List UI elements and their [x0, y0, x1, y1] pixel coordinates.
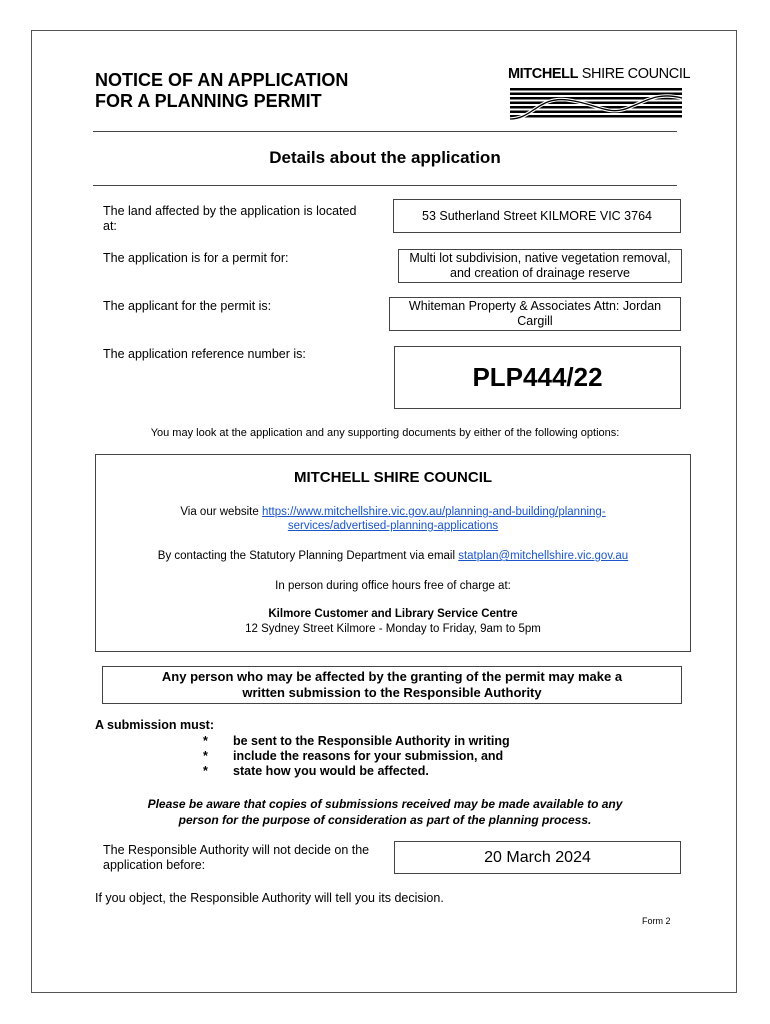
bullet-text: be sent to the Responsible Authority in writing — [233, 734, 510, 748]
page-title — [95, 70, 348, 112]
bullet-text: state how you would be affected. — [233, 764, 429, 778]
privacy-notice — [93, 796, 677, 828]
centre-address: 12 Sydney Street Kilmore - Monday to Friday, 9am to 5pm — [245, 623, 541, 635]
notice-line-2: written submission to the Responsible Authority — [242, 685, 542, 700]
decide-date: 20 March 2024 — [484, 849, 591, 866]
land-label: The land affected by the application is located at: — [103, 204, 357, 233]
council-logo — [508, 66, 691, 122]
website-line — [96, 505, 690, 519]
list-item — [203, 734, 510, 749]
ref-value-box — [394, 346, 681, 409]
website-link-cont[interactable]: services/advertised-planning-applications — [287, 520, 499, 532]
title-line-2: FOR A PLANNING PERMIT — [95, 91, 322, 111]
bullet-symbol: * — [203, 734, 208, 748]
details-heading: Details about the application — [269, 148, 501, 167]
form-label: Form 2 — [642, 916, 671, 926]
privacy-line-2: person for the purpose of consideration as part of the planning process. — [178, 813, 592, 827]
bullet-symbol: * — [203, 764, 208, 778]
council-title: MITCHELL SHIRE COUNCIL — [293, 469, 493, 486]
ref-value: PLP444/22 — [472, 362, 603, 392]
header-divider — [93, 131, 677, 132]
applicant-label: The applicant for the permit is: — [103, 299, 272, 313]
email-line — [96, 549, 690, 563]
permit-value-box — [398, 249, 682, 283]
list-item — [203, 764, 429, 779]
bullet-symbol: * — [203, 749, 208, 763]
submission-heading: A submission must: — [95, 718, 214, 732]
decide-label: The Responsible Authority will not decide on the application before: — [103, 843, 370, 872]
email-prefix: By contacting the Statutory Planning Department via email — [157, 550, 459, 562]
ref-label: The application reference number is: — [103, 347, 306, 361]
details-divider — [93, 185, 677, 186]
decide-date-box — [394, 841, 681, 874]
logo-text — [508, 66, 691, 83]
logo-text-bold: MITCHELL — [508, 66, 579, 82]
council-options-box — [95, 454, 691, 652]
website-prefix: Via our website — [180, 506, 262, 518]
land-value-box — [393, 199, 681, 233]
notice-line-1: Any person who may be affected by the granting of the permit may make a — [161, 669, 623, 684]
email-link[interactable]: statplan@mitchellshire.vic.gov.au — [458, 550, 629, 562]
privacy-line-1: Please be aware that copies of submissions received may be made available to any — [147, 797, 623, 811]
logo-text-rest: SHIRE COUNCIL — [578, 66, 691, 82]
list-item — [203, 749, 503, 764]
website-link[interactable]: https://www.mitchellshire.vic.gov.au/planning-and-building/planning- — [261, 506, 606, 518]
in-person-line: In person during office hours free of charge at: — [275, 580, 511, 592]
logo-wave-icon — [508, 86, 685, 122]
title-line-1: NOTICE OF AN APPLICATION — [95, 70, 349, 90]
object-notice: If you object, the Responsible Authority will tell you its decision. — [95, 891, 444, 905]
land-value: 53 Sutherland Street KILMORE VIC 3764 — [422, 208, 652, 223]
bullet-text: include the reasons for your submission, and — [233, 749, 504, 763]
applicant-value-box — [389, 297, 681, 331]
options-intro: You may look at the application and any supporting documents by either of the following options: — [150, 427, 620, 439]
submission-notice-box — [102, 666, 682, 704]
permit-label: The application is for a permit for: — [103, 251, 289, 265]
centre-name: Kilmore Customer and Library Service Centre — [268, 608, 518, 620]
website-line-2 — [96, 519, 690, 533]
permit-value: Multi lot subdivision, native vegetation removal, and creation of drainage reserve — [409, 251, 671, 280]
applicant-value: Whiteman Property & Associates Attn: Jordan Cargill — [408, 299, 662, 328]
